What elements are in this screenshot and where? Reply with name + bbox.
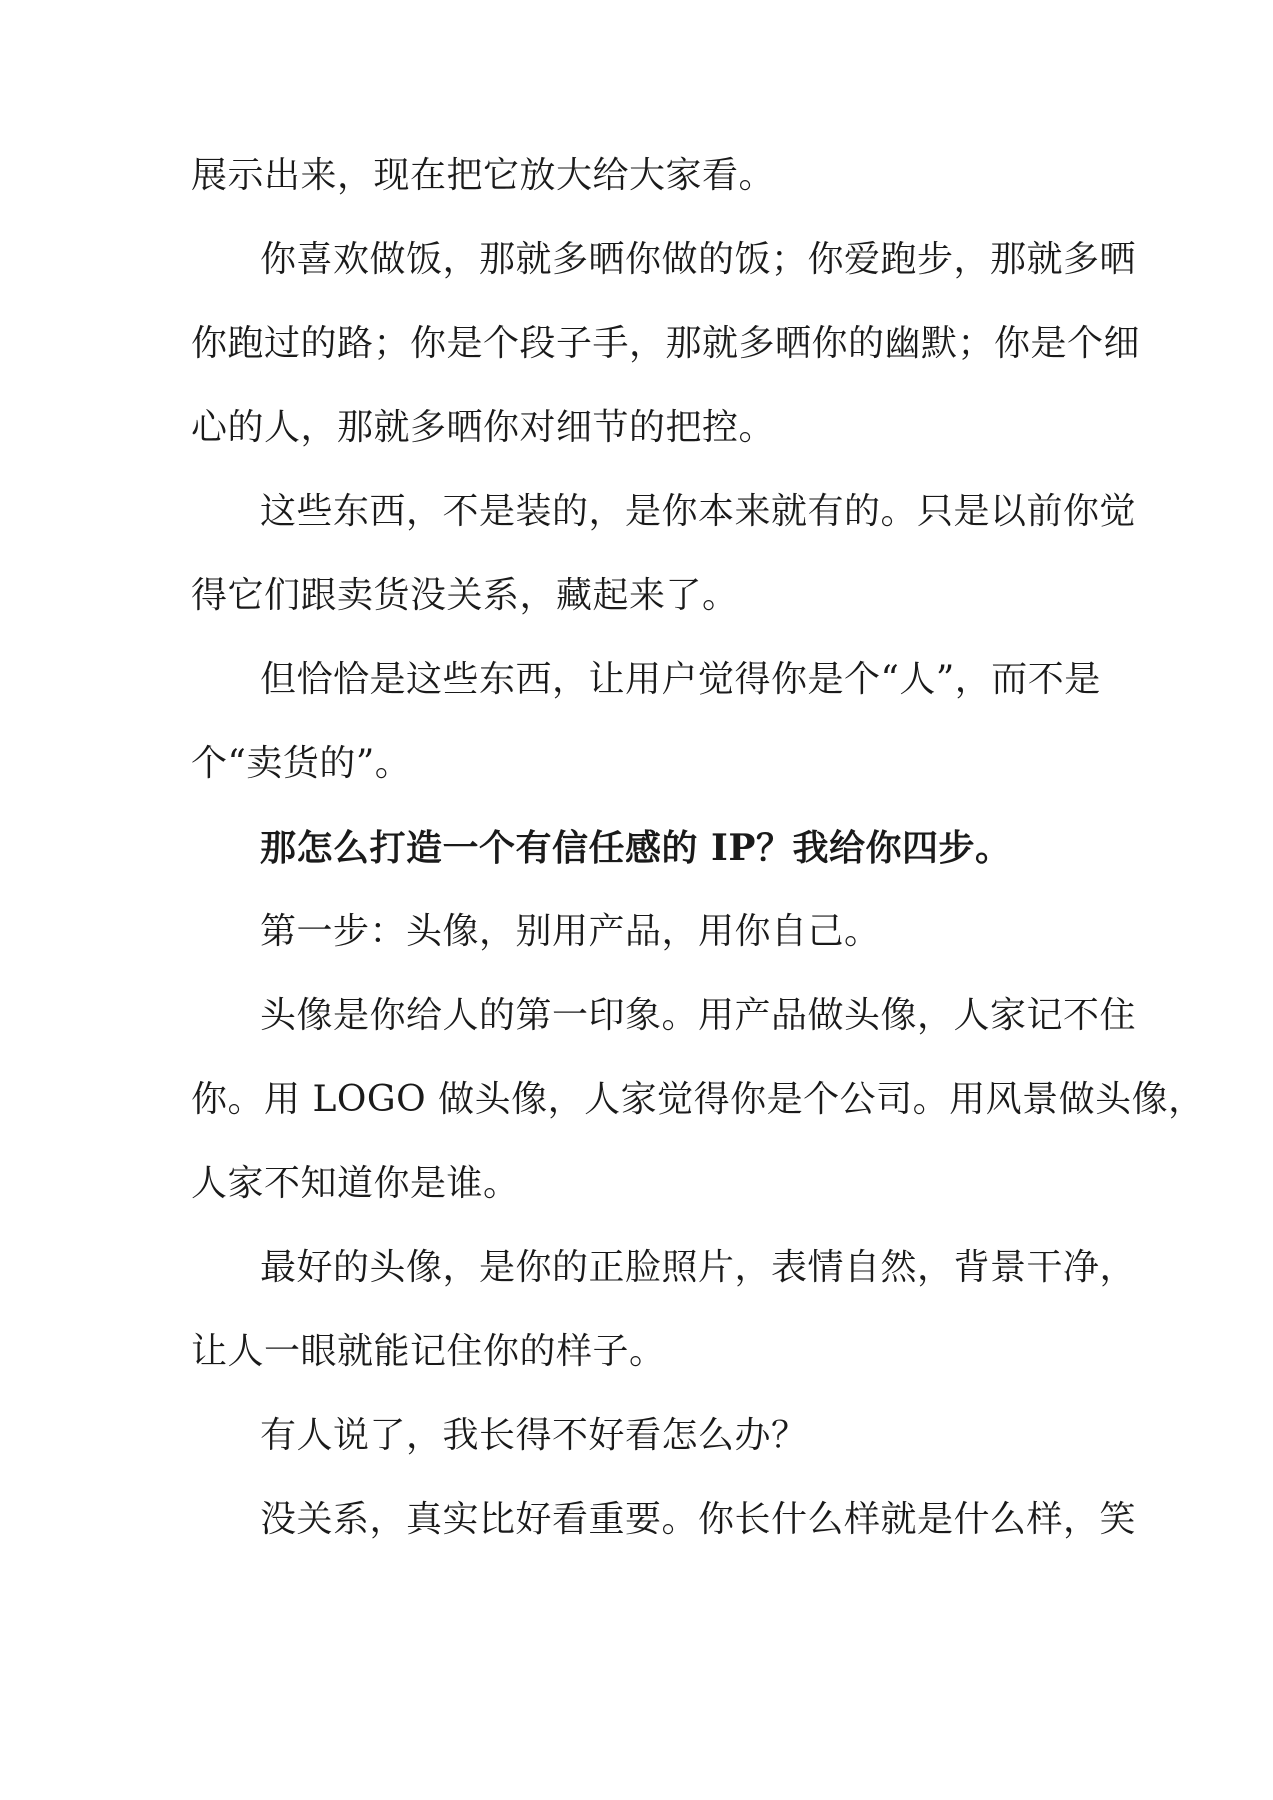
paragraph-line: 你。用 LOGO 做头像，人家觉得你是个公司。用风景做头像， [191,1079,1205,1120]
step-heading: 第一步：头像，别用产品，用你自己。 [260,911,881,952]
paragraph-line: 这些东西，不是装的，是你本来就有的。只是以前你觉 [260,491,1137,532]
paragraph-line: 展示出来，现在把它放大给大家看。 [191,155,776,196]
paragraph-line: 你跑过的路；你是个段子手，那就多晒你的幽默；你是个细 [191,323,1141,364]
paragraph-line: 最好的头像，是你的正脸照片，表情自然，背景干净， [260,1247,1137,1288]
paragraph-line: 没关系，真实比好看重要。你长什么样就是什么样，笑 [260,1499,1137,1540]
paragraph-line: 头像是你给人的第一印象。用产品做头像，人家记不住 [260,995,1137,1036]
paragraph-line: 心的人，那就多晒你对细节的把控。 [191,407,776,448]
paragraph-line: 让人一眼就能记住你的样子。 [191,1331,666,1372]
paragraph-line: 有人说了，我长得不好看怎么办？ [260,1415,808,1456]
paragraph-line: 得它们跟卖货没关系，藏起来了。 [191,575,739,616]
paragraph-line: 你喜欢做饭，那就多晒你做的饭；你爱跑步，那就多晒 [260,239,1137,280]
section-heading: 那怎么打造一个有信任感的 IP？我给你四步。 [260,827,1012,869]
paragraph-line: 但恰恰是这些东西，让用户觉得你是个“人”，而不是 [260,659,1101,700]
paragraph-line: 个“卖货的”。 [191,743,412,784]
paragraph-line: 人家不知道你是谁。 [191,1163,520,1204]
